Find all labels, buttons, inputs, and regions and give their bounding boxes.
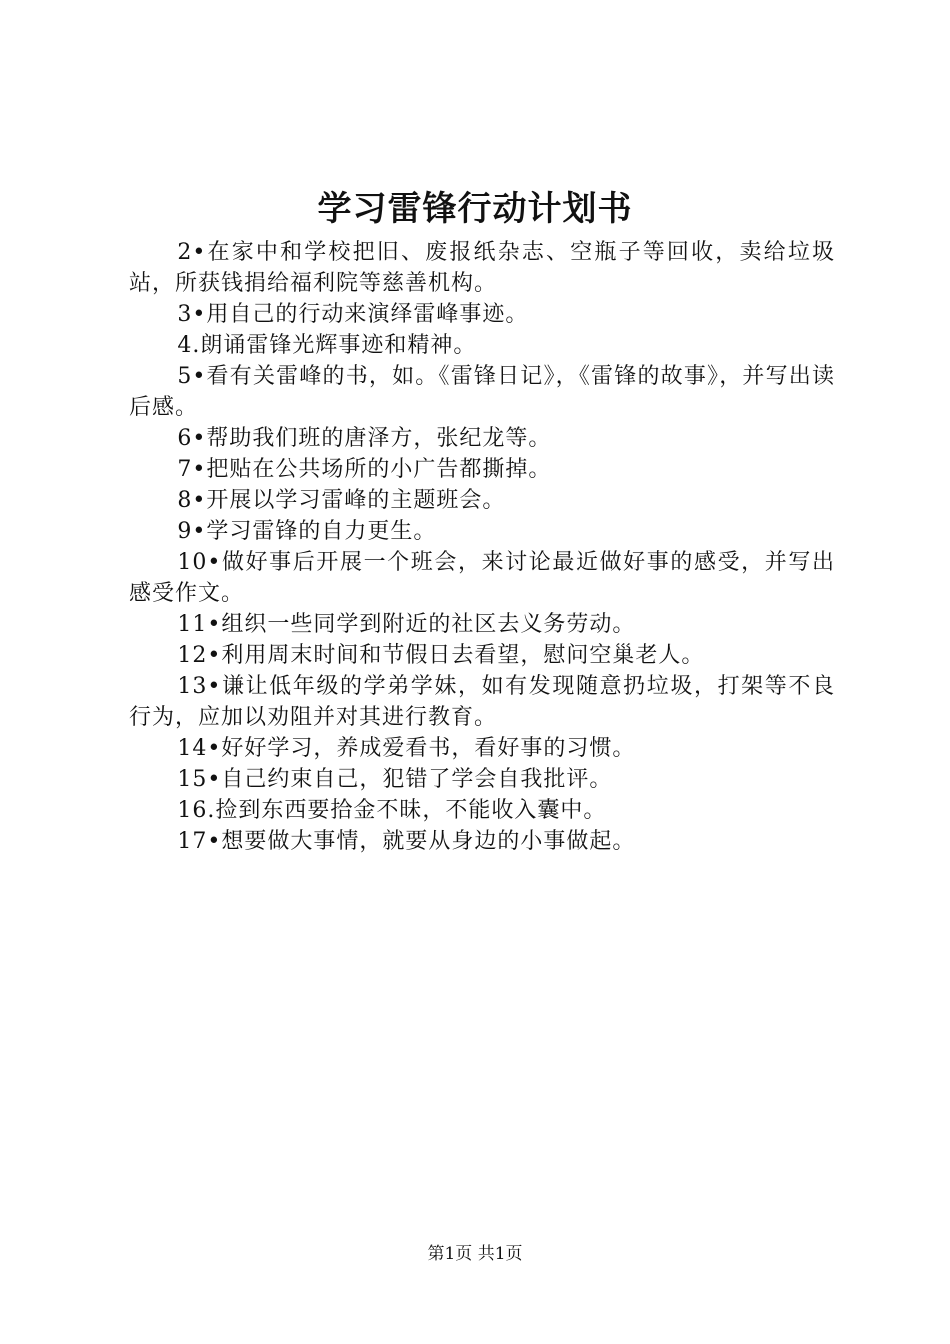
paragraph: 13•谦让低年级的学弟学妹，如有发现随意扔垃圾，打架等不良行为，应加以劝阻并对其进行教育。	[129, 674, 835, 730]
paragraph: 3•用自己的行动来演绎雷峰事迹。	[177, 302, 529, 327]
paragraph: 2•在家中和学校把旧、废报纸杂志、空瓶子等回收，卖给垃圾站，所获钱捐给福利院等慈善机构。	[129, 240, 835, 296]
paragraph: 5•看有关雷峰的书，如。《雷锋日记》，《雷锋的故事》，并写出读后感。	[129, 364, 835, 420]
paragraph: 11•组织一些同学到附近的社区去义务劳动。	[177, 612, 636, 637]
paragraph: 14•好好学习，养成爱看书，看好事的习惯。	[177, 736, 636, 761]
document-body	[129, 237, 835, 857]
page-footer: 第1页 共1页	[427, 1244, 523, 1264]
paragraph: 6•帮助我们班的唐泽方，张纪龙等。	[177, 426, 552, 451]
paragraph: 10•做好事后开展一个班会，来讨论最近做好事的感受，并写出感受作文。	[129, 550, 835, 606]
paragraph: 8•开展以学习雷峰的主题班会。	[177, 488, 506, 513]
paragraph: 4.朗诵雷锋光辉事迹和精神。	[177, 333, 477, 358]
paragraph: 17•想要做大事情，就要从身边的小事做起。	[177, 829, 636, 854]
paragraph: 15•自己约束自己，犯错了学会自我批评。	[177, 767, 613, 792]
paragraph: 16.捡到东西要拾金不昧，不能收入囊中。	[177, 798, 607, 823]
paragraph: 12•利用周末时间和节假日去看望，慰问空巢老人。	[177, 643, 705, 668]
paragraph: 7•把贴在公共场所的小广告都撕掉。	[177, 457, 552, 482]
paragraph: 9•学习雷锋的自力更生。	[177, 519, 437, 544]
page-title: 学习雷锋行动计划书	[317, 189, 633, 229]
